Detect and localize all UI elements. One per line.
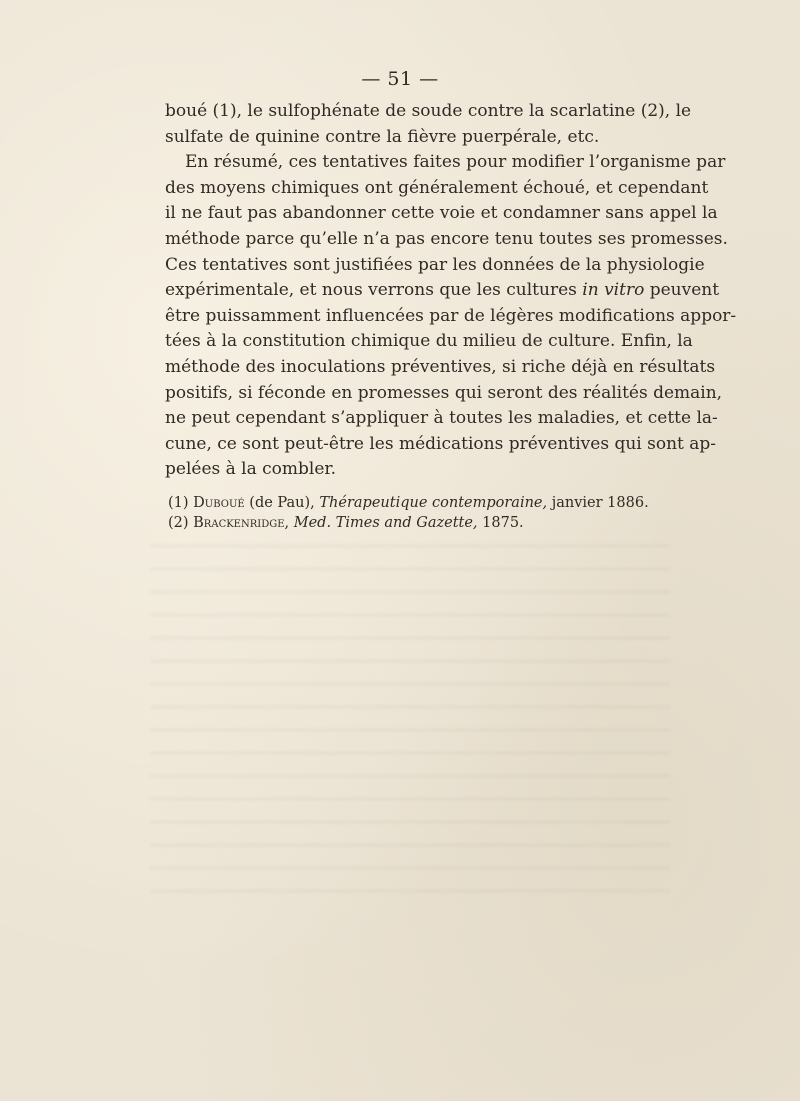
text-line: ne peut cependant s’appliquer à toutes les maladies, et cette la- — [165, 408, 718, 429]
paragraph-2 — [165, 150, 737, 483]
footnotes — [168, 494, 649, 533]
footnote-title: Thérapeutique contemporaine, — [319, 495, 548, 511]
body-text — [165, 99, 737, 483]
text-line: positifs, si féconde en promesses qui seront des réalités demain, — [165, 382, 723, 403]
text-line: boué (1), le sulfophénate de soude contre la scarlatine (2), le — [165, 101, 692, 121]
footnote-place: (de Pau), — [249, 495, 315, 511]
footnote-author: Duboué — [193, 495, 245, 511]
text-line: pelées à la combler. — [165, 459, 337, 480]
footnote-title: Med. Times and Gazette, — [293, 514, 478, 531]
text-line-in-vitro — [165, 278, 720, 304]
footnote-date: janvier 1886. — [551, 495, 649, 511]
page-number: — 51 — — [361, 68, 439, 90]
text-line: Ces tentatives sont justifiées par les données de la physiologie — [165, 254, 705, 275]
footnote-number: (1) — [168, 495, 189, 511]
text-fragment: expérimentale, et nous verrons que les cultures — [165, 280, 577, 301]
text-fragment: peuvent — [649, 280, 720, 301]
text-line: tées à la constitution chimique du milieu de culture. Enfin, la — [165, 331, 693, 352]
footnote-date: 1875. — [482, 514, 524, 531]
text-line: méthode parce qu’elle n’a pas encore tenu toutes ses promesses. — [165, 228, 728, 249]
footnote-author: Brackenridge, — [193, 514, 290, 531]
paragraph-1 — [165, 99, 692, 150]
text-line: il ne faut pas abandonner cette voie et condamner sans appel la — [165, 203, 718, 224]
italic-term: in vitro — [582, 280, 645, 301]
text-line: sulfate de quinine contre la fièvre puerpérale, etc. — [165, 126, 600, 147]
text-line: En résumé, ces tentatives faites pour modifier l’organisme par — [185, 152, 726, 173]
footnote-number: (2) — [168, 514, 189, 531]
footnote-2 — [168, 514, 638, 534]
bleed-through-texture — [150, 545, 670, 905]
text-line: des moyens chimiques ont généralement échoué, et cependant — [165, 177, 709, 198]
text-line: méthode des inoculations préventives, si riche déjà en résultats — [165, 356, 716, 377]
text-line: être puissamment influencées par de légères modifications appor- — [165, 305, 737, 326]
text-line: cune, ce sont peut-être les médications préventives qui sont ap- — [165, 433, 717, 454]
footnote-1 — [168, 494, 649, 514]
